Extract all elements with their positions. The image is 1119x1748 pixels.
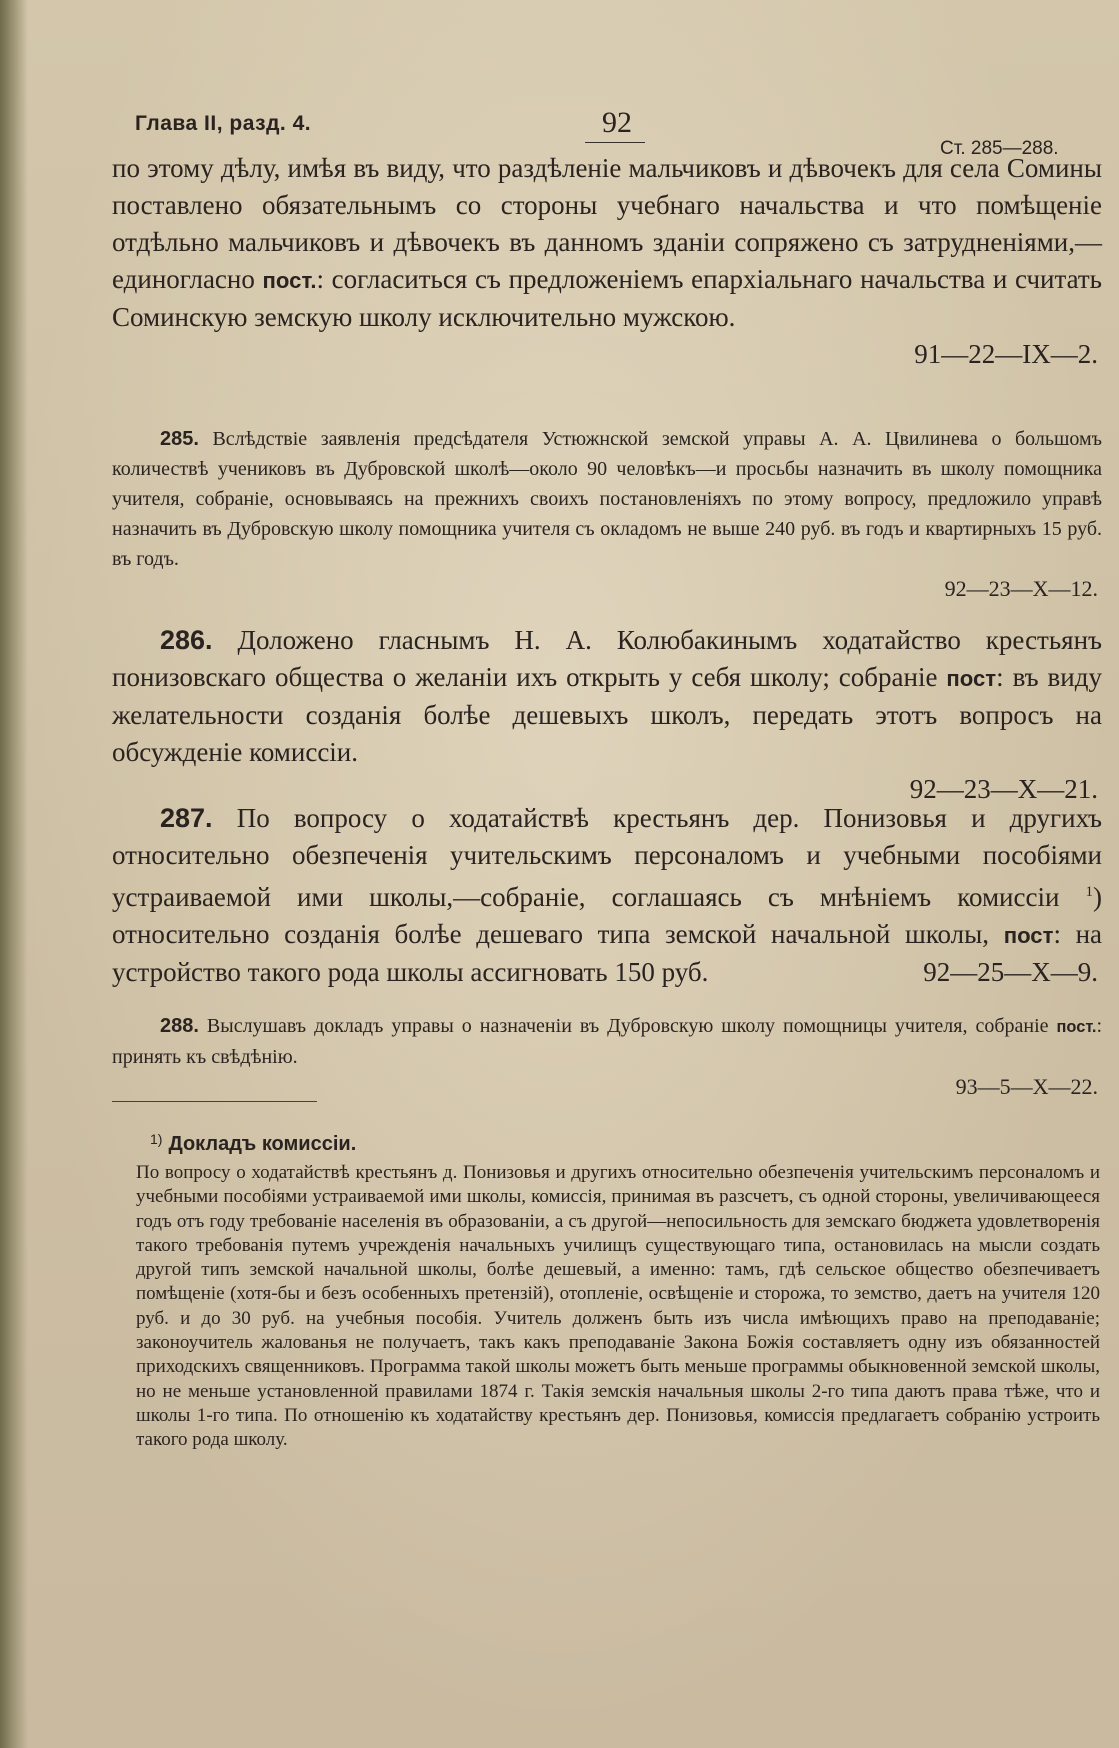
intro-paragraph <box>112 150 1102 373</box>
article-text-after: : на устройство такого рода школы ассигновать 150 руб. <box>112 919 1103 987</box>
page-number-rule <box>585 142 645 143</box>
article-number: 285. <box>160 428 199 450</box>
session-date: 91—22—IX—2. <box>914 339 1098 369</box>
article-text-before: Доложено гласнымъ Н. А. Колюбакинымъ ходатайство крестьянъ понизовскаго общества о желаніи ихъ открыть у себя школу; собраніе <box>112 625 1103 692</box>
running-header <box>135 106 1095 159</box>
intro-text-after: : согласиться съ предложеніемъ епархіальнаго начальства и считать Соминскую земскую школу исключительно мужскою. <box>112 264 1102 332</box>
session-date: 92—25—X—9. <box>923 957 1098 987</box>
article-number: 286. <box>160 625 213 655</box>
article-number: 287. <box>160 803 213 833</box>
footnote-body <box>84 1161 1100 1453</box>
article-285 <box>112 424 1102 604</box>
intro-text-before: по этому дѣлу, имѣя въ виду, что раздѣленіе мальчиковъ и дѣвочекъ для села Сомины поставлено обязательнымъ со стороны учебнаго начальства и что помѣщеніе отдѣльно мальчиковъ и дѣвочекъ въ данномъ зданіи сопряжено съ затрудненіями,—единогласно <box>112 153 1102 294</box>
footnote-mark: 1) <box>150 1131 163 1147</box>
article-text-before: Выслушавъ докладъ управы о назначеніи въ Дубровскую школу помощницы учителя, собраніе <box>206 1015 1049 1037</box>
footnote-heading <box>150 1131 356 1156</box>
article-text-middle: ) относительно созданія болѣе дешеваго типа земской начальной школы, <box>112 882 1103 949</box>
article-286 <box>112 622 1102 808</box>
session-date: 93—5—X—22. <box>955 1074 1098 1099</box>
decision-marker: пост <box>1003 923 1054 948</box>
article-text: Вслѣдствіе заявленія предсѣдателя Устюжнской земской управы А. А. Цвилинева о большомъ количествѣ учениковъ въ Дубровской школѣ—около 90 человѣкъ—и просьбы назначить въ школу помощника учителя, собраніе, основываясь на прежнихъ своихъ постановленіяхъ по этому вопросу, предложило управѣ назначить въ Дубровскую школу помощника учителя съ окладомъ не выше 240 руб. въ годъ и квартирныхъ 15 руб. въ годъ. <box>112 428 1102 570</box>
article-288 <box>112 1011 1102 1102</box>
footnote-separator <box>112 1101 317 1102</box>
article-range: Ст. 285—288. <box>940 138 1059 159</box>
article-text-after: : въ виду желательности созданія болѣе дешевыхъ школъ, передать этотъ вопросъ на обсужденіе комиссіи. <box>112 662 1102 767</box>
article-text-before: По вопросу о ходатайствѣ крестьянъ дер. Понизовья и другихъ относительно обезпеченія учительскимъ персоналомъ и учебными пособіями устраиваемой ими школы,—собраніе, соглашаясь съ мнѣніемъ комиссіи <box>112 803 1102 912</box>
chapter-heading: Глава II, разд. 4. <box>135 112 312 135</box>
article-number: 288. <box>160 1015 199 1037</box>
session-date: 92—23—X—21. <box>909 774 1098 804</box>
session-date: 92—23—X—12. <box>944 576 1098 601</box>
footnote-reference: 1 <box>1085 884 1094 900</box>
footnote-text: По вопросу о ходатайствѣ крестьянъ д. Понизовья и другихъ относительно обезпеченія учительскимъ персоналомъ и учебными пособіями устраиваемой ими школы, комиссія, принимая въ разсчетъ, съ одной стороны, увеличивающееся годъ отъ году требованіе населенія въ образованіи, а съ другой—непосильность для земскаго бюджета удовлетворенія такого требованія путемъ учрежденія начальныхъ училищъ существующаго типа, остановилась на мысли создать другой типъ земской начальной школы, болѣе дешевый, а именно: тамъ, гдѣ сельское общество обезпечиваетъ помѣщеніе (хотя-бы и безъ особенныхъ претензій), отопленіе, освѣщеніе и сторожа, то земство, даетъ на учителя 120 руб. и до 30 руб. на учебныя пособія. Учитель долженъ быть изъ числа имѣющихъ право на преподаваніе; законоучитель жалованья не получаетъ, такъ какъ преподаваніе Закона Божія составляетъ одну изъ обязанностей приходскихъ священниковъ. Программа такой школы можетъ быть меньше программы обыкновенной земской школы, но не меньше установленной правилами 1874 г. Такія земскія начальныя школы 2-го типа даютъ права тѣже, что и школы 1-го типа. По отношенію къ ходатайству крестьянъ дер. Понизовья, комиссія предлагаетъ собранію устроить такого рода школу. <box>136 1162 1100 1451</box>
decision-marker: пост. <box>262 268 317 293</box>
book-spine-edge <box>0 0 28 1748</box>
article-text-after: : принять къ свѣдѣнію. <box>112 1015 1103 1068</box>
page-number: 92 <box>602 106 632 139</box>
decision-marker: пост <box>946 666 997 691</box>
article-287 <box>112 800 1102 991</box>
decision-marker: пост. <box>1056 1018 1097 1036</box>
footnote-title: Докладъ комиссіи. <box>168 1133 357 1155</box>
